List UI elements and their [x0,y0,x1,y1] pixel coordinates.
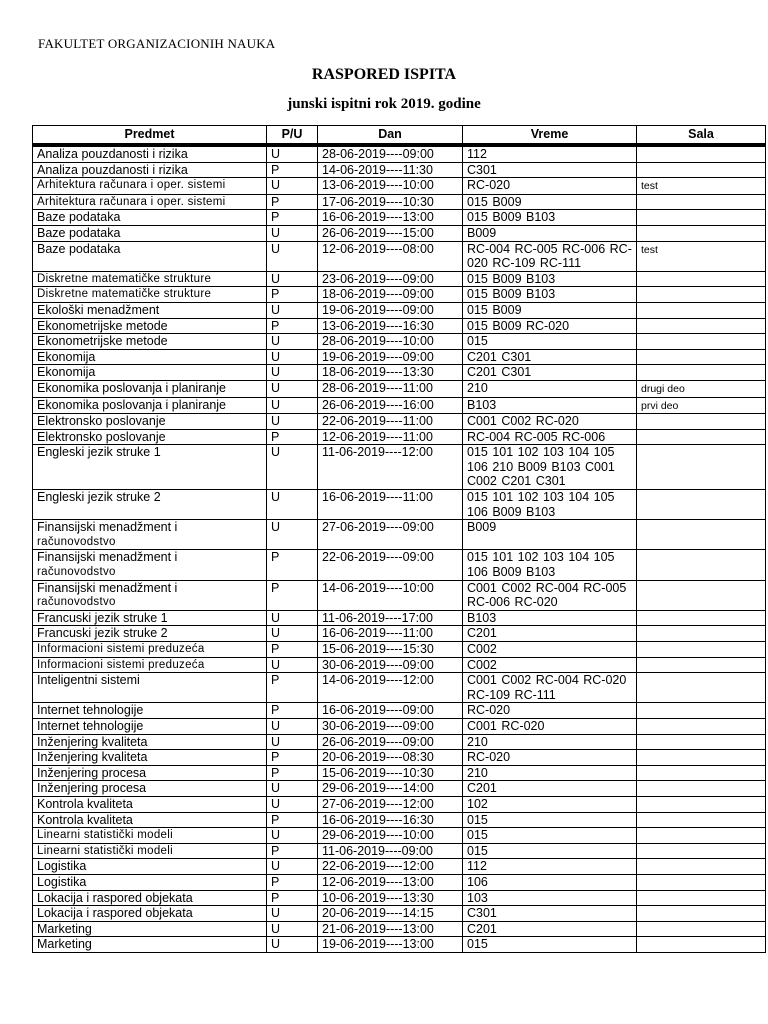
cell-sala: drugi deo [637,380,766,397]
cell-dan: 27-06-2019----12:00 [318,796,463,812]
cell-sala: test [637,241,766,271]
cell-pu: U [267,657,318,673]
cell-dan: 29-06-2019----14:00 [318,781,463,797]
cell-predmet: Internet tehnologije [33,718,267,734]
cell-pu: U [267,225,318,241]
table-row [33,921,766,937]
table-row [33,145,766,162]
cell-pu: U [267,178,318,195]
table-row [33,626,766,642]
cell-vreme: C301 [463,162,637,178]
cell-sala [637,302,766,318]
cell-pu: U [267,734,318,750]
cell-dan: 11-06-2019----17:00 [318,610,463,626]
column-header-dan: Dan [318,126,463,146]
cell-predmet-line2: računovodstvo [37,566,116,579]
cell-vreme: 015 B009 RC-020 [463,318,637,334]
cell-sala [637,365,766,381]
cell-pu: U [267,520,318,550]
cell-pu: U [267,490,318,520]
cell-predmet: Baze podataka [33,241,267,271]
table-row [33,580,766,610]
cell-sala [637,349,766,365]
cell-vreme: C201 [463,781,637,797]
table-row [33,178,766,195]
cell-dan: 16-06-2019----11:00 [318,626,463,642]
cell-dan: 21-06-2019----13:00 [318,921,463,937]
cell-sala [637,859,766,875]
cell-predmet: Engleski jezik struke 1 [33,445,267,490]
cell-dan: 28-06-2019----10:00 [318,334,463,350]
cell-vreme: 015 [463,828,637,844]
cell-vreme: C001 C002 RC-020 [463,414,637,430]
cell-vreme: 015 B009 [463,194,637,210]
cell-dan: 10-06-2019----13:30 [318,890,463,906]
cell-dan: 16-06-2019----09:00 [318,703,463,719]
table-row [33,414,766,430]
cell-pu: U [267,365,318,381]
column-header-pu: P/U [267,126,318,146]
cell-vreme: RC-004 RC-005 RC-006 [463,429,637,445]
table-row [33,750,766,766]
cell-sala [637,796,766,812]
cell-dan: 13-06-2019----10:00 [318,178,463,195]
table-row [33,334,766,350]
cell-predmet: Kontrola kvaliteta [33,796,267,812]
cell-predmet: Analiza pouzdanosti i rizika [33,162,267,178]
cell-vreme: 103 [463,890,637,906]
cell-predmet: Ekonometrijske metode [33,318,267,334]
cell-dan: 20-06-2019----14:15 [318,906,463,922]
cell-sala [637,626,766,642]
cell-sala [637,271,766,287]
cell-predmet: Internet tehnologije [33,703,267,719]
cell-dan: 15-06-2019----15:30 [318,642,463,658]
cell-sala [637,145,766,162]
cell-sala [637,874,766,890]
cell-pu: U [267,937,318,953]
table-row [33,225,766,241]
cell-sala [637,520,766,550]
exam-schedule-table [32,125,766,953]
cell-vreme: C301 [463,906,637,922]
table-row [33,550,766,580]
cell-dan: 13-06-2019----16:30 [318,318,463,334]
cell-predmet: Ekonomija [33,349,267,365]
document-title: RASPORED ISPITA [311,66,457,83]
cell-dan: 27-06-2019----09:00 [318,520,463,550]
cell-vreme: 112 [463,145,637,162]
cell-vreme: 015 B009 B103 [463,271,637,287]
cell-sala [637,906,766,922]
cell-predmet: Ekonomika poslovanja i planiranje [33,397,267,414]
cell-predmet: Inteligentni sistemi [33,673,267,703]
cell-predmet: Lokacija i raspored objekata [33,906,267,922]
cell-sala [637,734,766,750]
cell-pu: U [267,302,318,318]
cell-vreme: 015 [463,812,637,828]
cell-dan: 19-06-2019----13:00 [318,937,463,953]
cell-vreme: 015 B009 B103 [463,287,637,303]
cell-pu: P [267,874,318,890]
cell-pu: U [267,397,318,414]
cell-predmet: Baze podataka [33,225,267,241]
column-header-sala: Sala [637,126,766,146]
cell-pu: P [267,890,318,906]
cell-pu: U [267,241,318,271]
table-row [33,397,766,414]
cell-sala [637,765,766,781]
column-header-predmet: Predmet [33,126,267,146]
cell-pu: P [267,318,318,334]
cell-pu: U [267,626,318,642]
table-row [33,445,766,490]
table-row [33,210,766,226]
table-row [33,302,766,318]
cell-predmet: Diskretne matematičke strukture [33,287,267,303]
cell-pu: U [267,334,318,350]
cell-pu: P [267,194,318,210]
cell-pu: P [267,210,318,226]
cell-vreme: C201 [463,626,637,642]
cell-vreme: B009 [463,520,637,550]
cell-predmet: Logistika [33,874,267,890]
table-row [33,781,766,797]
cell-predmet [33,580,267,610]
table-row [33,843,766,859]
cell-dan: 16-06-2019----11:00 [318,490,463,520]
cell-predmet: Diskretne matematičke strukture [33,271,267,287]
cell-predmet-line1: Finansijski menadžment i [37,520,178,535]
cell-pu: U [267,921,318,937]
cell-vreme: 015 101 102 103 104 105 106 B009 B103 [463,550,637,580]
cell-pu: U [267,271,318,287]
cell-sala: test [637,178,766,195]
cell-vreme: C201 C301 [463,365,637,381]
cell-sala [637,610,766,626]
institution-name: FAKULTET ORGANIZACIONIH NAUKA [38,36,276,51]
table-row [33,703,766,719]
cell-dan: 30-06-2019----09:00 [318,718,463,734]
table-row [33,657,766,673]
cell-vreme: C002 [463,657,637,673]
table-row [33,796,766,812]
cell-pu: P [267,550,318,580]
cell-pu: U [267,380,318,397]
cell-dan: 22-06-2019----09:00 [318,550,463,580]
table-row [33,890,766,906]
cell-predmet: Francuski jezik struke 2 [33,626,267,642]
cell-predmet: Baze podataka [33,210,267,226]
table-row [33,520,766,550]
cell-pu: P [267,580,318,610]
cell-predmet: Informacioni sistemi preduzeća [33,642,267,658]
cell-sala: prvi deo [637,397,766,414]
table-row [33,349,766,365]
cell-sala [637,194,766,210]
cell-dan: 20-06-2019----08:30 [318,750,463,766]
cell-vreme: C201 [463,921,637,937]
cell-sala [637,210,766,226]
cell-predmet: Ekonometrijske metode [33,334,267,350]
cell-vreme: C002 [463,642,637,658]
cell-predmet: Inženjering kvaliteta [33,734,267,750]
cell-predmet: Ekološki menadžment [33,302,267,318]
cell-pu: U [267,414,318,430]
cell-predmet: Ekonomija [33,365,267,381]
table-row [33,874,766,890]
cell-sala [637,781,766,797]
column-header-vreme: Vreme [463,126,637,146]
cell-dan: 12-06-2019----11:00 [318,429,463,445]
cell-pu: P [267,429,318,445]
cell-dan: 26-06-2019----09:00 [318,734,463,750]
cell-predmet: Analiza pouzdanosti i rizika [33,145,267,162]
cell-sala [637,225,766,241]
cell-dan: 19-06-2019----09:00 [318,349,463,365]
cell-dan: 28-06-2019----11:00 [318,380,463,397]
cell-sala [637,642,766,658]
cell-pu: P [267,750,318,766]
cell-dan: 22-06-2019----12:00 [318,859,463,875]
cell-predmet: Linearni statistički modeli [33,843,267,859]
cell-vreme: 210 [463,734,637,750]
cell-sala [637,490,766,520]
cell-vreme: RC-020 [463,178,637,195]
cell-pu: P [267,703,318,719]
table-row [33,271,766,287]
cell-pu: P [267,812,318,828]
cell-dan: 11-06-2019----12:00 [318,445,463,490]
table-row [33,906,766,922]
table-row [33,718,766,734]
cell-sala [637,828,766,844]
table-row [33,287,766,303]
cell-dan: 18-06-2019----09:00 [318,287,463,303]
cell-predmet-line2: računovodstvo [37,596,116,609]
cell-sala [637,812,766,828]
cell-sala [637,550,766,580]
cell-predmet [33,550,267,580]
table-row [33,828,766,844]
cell-predmet-line1: Finansijski menadžment i [37,550,178,565]
table-header-row [33,126,766,146]
cell-sala [637,429,766,445]
cell-pu: U [267,445,318,490]
cell-dan: 15-06-2019----10:30 [318,765,463,781]
cell-sala [637,718,766,734]
cell-predmet-line2: računovodstvo [37,535,116,548]
cell-vreme: B103 [463,610,637,626]
cell-sala [637,334,766,350]
cell-vreme: 015 [463,937,637,953]
cell-sala [637,657,766,673]
cell-pu: P [267,642,318,658]
cell-predmet: Informacioni sistemi preduzeća [33,657,267,673]
cell-vreme: 015 B009 [463,302,637,318]
cell-sala [637,921,766,937]
cell-pu: U [267,349,318,365]
cell-predmet: Arhitektura računara i oper. sistemi [33,178,267,195]
cell-pu: U [267,781,318,797]
cell-vreme: C001 RC-020 [463,718,637,734]
table-row [33,162,766,178]
cell-vreme: C001 C002 RC-004 RC-005 RC-006 RC-020 [463,580,637,610]
cell-vreme: 015 B009 B103 [463,210,637,226]
cell-vreme: 102 [463,796,637,812]
cell-vreme: 015 [463,843,637,859]
cell-sala [637,843,766,859]
table-row [33,241,766,271]
cell-dan: 29-06-2019----10:00 [318,828,463,844]
cell-predmet: Inženjering procesa [33,781,267,797]
cell-vreme: 015 [463,334,637,350]
cell-sala [637,287,766,303]
cell-sala [637,890,766,906]
cell-pu: P [267,287,318,303]
cell-vreme: C201 C301 [463,349,637,365]
cell-vreme: B009 [463,225,637,241]
cell-dan: 30-06-2019----09:00 [318,657,463,673]
cell-pu: U [267,828,318,844]
cell-sala [637,937,766,953]
cell-vreme: 106 [463,874,637,890]
cell-predmet-line1: Finansijski menadžment i [37,580,178,595]
cell-dan: 28-06-2019----09:00 [318,145,463,162]
table-row [33,937,766,953]
table-row [33,194,766,210]
cell-dan: 16-06-2019----13:00 [318,210,463,226]
cell-vreme: 015 101 102 103 104 105 106 B009 B103 [463,490,637,520]
cell-sala [637,414,766,430]
cell-vreme: 210 [463,380,637,397]
cell-pu: P [267,673,318,703]
cell-pu: P [267,162,318,178]
table-row [33,429,766,445]
cell-predmet: Arhitektura računara i oper. sistemi [33,194,267,210]
cell-vreme: RC-020 [463,750,637,766]
cell-dan: 16-06-2019----16:30 [318,812,463,828]
table-row [33,642,766,658]
document-subtitle: junski ispitni rok 2019. godine [287,96,481,112]
cell-dan: 12-06-2019----08:00 [318,241,463,271]
table-row [33,765,766,781]
cell-sala [637,162,766,178]
cell-predmet: Lokacija i raspored objekata [33,890,267,906]
cell-dan: 12-06-2019----13:00 [318,874,463,890]
cell-dan: 14-06-2019----10:00 [318,580,463,610]
cell-vreme: RC-004 RC-005 RC-006 RC-020 RC-109 RC-111 [463,241,637,271]
cell-vreme: B103 [463,397,637,414]
cell-predmet: Kontrola kvaliteta [33,812,267,828]
cell-predmet: Francuski jezik struke 1 [33,610,267,626]
cell-vreme: RC-020 [463,703,637,719]
cell-dan: 26-06-2019----15:00 [318,225,463,241]
cell-predmet: Inženjering kvaliteta [33,750,267,766]
cell-pu: U [267,610,318,626]
cell-predmet: Inženjering procesa [33,765,267,781]
cell-pu: P [267,765,318,781]
cell-dan: 11-06-2019----09:00 [318,843,463,859]
table-row [33,610,766,626]
table-row [33,673,766,703]
cell-predmet: Logistika [33,859,267,875]
table-row [33,380,766,397]
cell-dan: 19-06-2019----09:00 [318,302,463,318]
cell-dan: 14-06-2019----11:30 [318,162,463,178]
cell-sala [637,445,766,490]
table-row [33,490,766,520]
cell-pu: U [267,145,318,162]
cell-predmet: Engleski jezik struke 2 [33,490,267,520]
cell-predmet: Elektronsko poslovanje [33,429,267,445]
cell-dan: 18-06-2019----13:30 [318,365,463,381]
cell-predmet [33,520,267,550]
cell-vreme: C001 C002 RC-004 RC-020 RC-109 RC-111 [463,673,637,703]
cell-dan: 22-06-2019----11:00 [318,414,463,430]
cell-dan: 17-06-2019----10:30 [318,194,463,210]
cell-pu: U [267,906,318,922]
cell-dan: 26-06-2019----16:00 [318,397,463,414]
table-row [33,365,766,381]
cell-dan: 14-06-2019----12:00 [318,673,463,703]
cell-sala [637,673,766,703]
cell-predmet: Elektronsko poslovanje [33,414,267,430]
table-row [33,318,766,334]
cell-pu: U [267,718,318,734]
cell-vreme: 112 [463,859,637,875]
cell-pu: U [267,859,318,875]
cell-sala [637,580,766,610]
table-row [33,734,766,750]
cell-predmet: Marketing [33,937,267,953]
cell-dan: 23-06-2019----09:00 [318,271,463,287]
table-row [33,859,766,875]
cell-sala [637,750,766,766]
cell-sala [637,318,766,334]
cell-predmet: Marketing [33,921,267,937]
cell-vreme: 015 101 102 103 104 105 106 210 B009 B103 C001 C002 C201 C301 [463,445,637,490]
cell-predmet: Linearni statistički modeli [33,828,267,844]
cell-predmet: Ekonomika poslovanja i planiranje [33,380,267,397]
cell-pu: U [267,796,318,812]
cell-vreme: 210 [463,765,637,781]
table-body [33,145,766,952]
table-row [33,812,766,828]
cell-pu: P [267,843,318,859]
cell-sala [637,703,766,719]
